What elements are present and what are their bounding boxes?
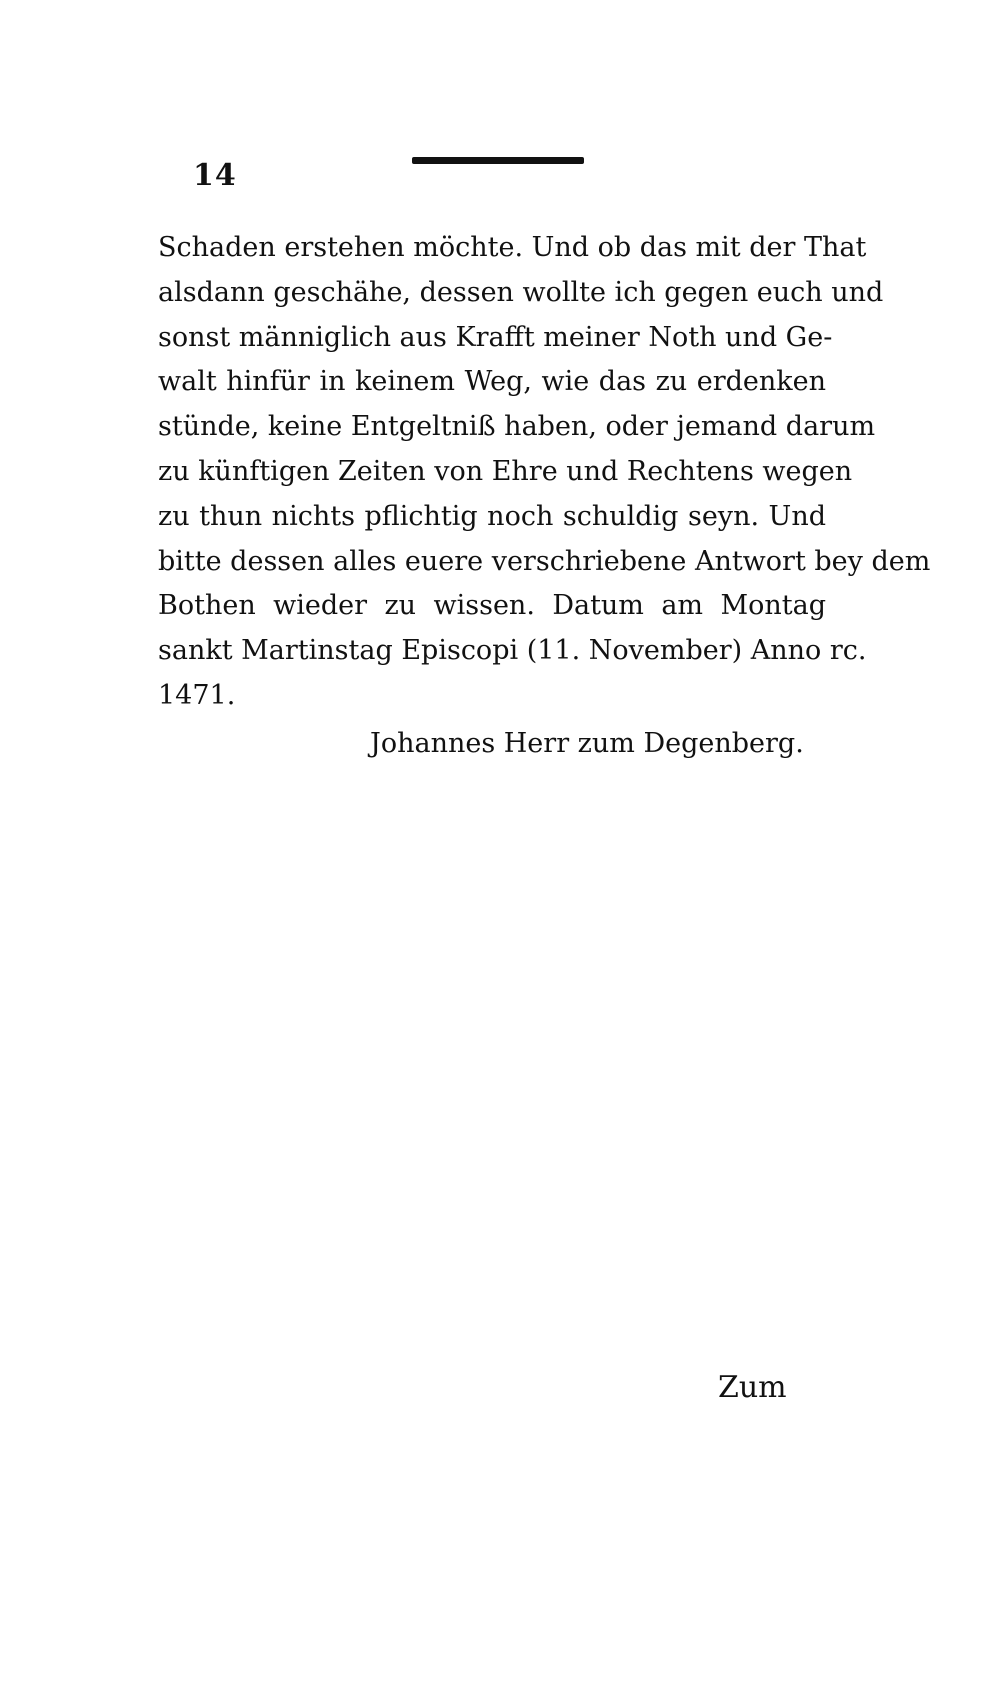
text-line: stünde, keine Entgeltniß haben, oder jemand darum [158,411,876,443]
text-line: 1471. [158,679,236,711]
text-line: zu thun nichts pflichtig noch schuldig seyn. Und [158,500,826,532]
text-line: sankt Martinstag Episcopi (11. November) Anno rc. [158,635,867,667]
signature: Johannes Herr zum Degenberg. [370,728,804,759]
page-number: 14 [193,158,237,193]
text-line: alsdann geschähe, dessen wollte ich gegen euch und [158,276,884,308]
body-text [158,226,931,719]
text-line: zu künftigen Zeiten von Ehre und Rechtens wegen [158,455,853,487]
header-rule [412,157,584,164]
text-line: Schaden erstehen möchte. Und ob das mit der That [158,232,867,263]
catchword: Zum [718,1370,787,1405]
text-line: bitte dessen alles euere verschriebene Antwort bey dem [158,545,931,577]
text-line: sonst männiglich aus Krafft meiner Noth und Ge- [158,321,833,353]
text-line: Bothen wieder zu wissen. Datum am Montag [158,590,826,622]
text-line: walt hinfür in keinem Weg, wie das zu erdenken [158,366,826,398]
